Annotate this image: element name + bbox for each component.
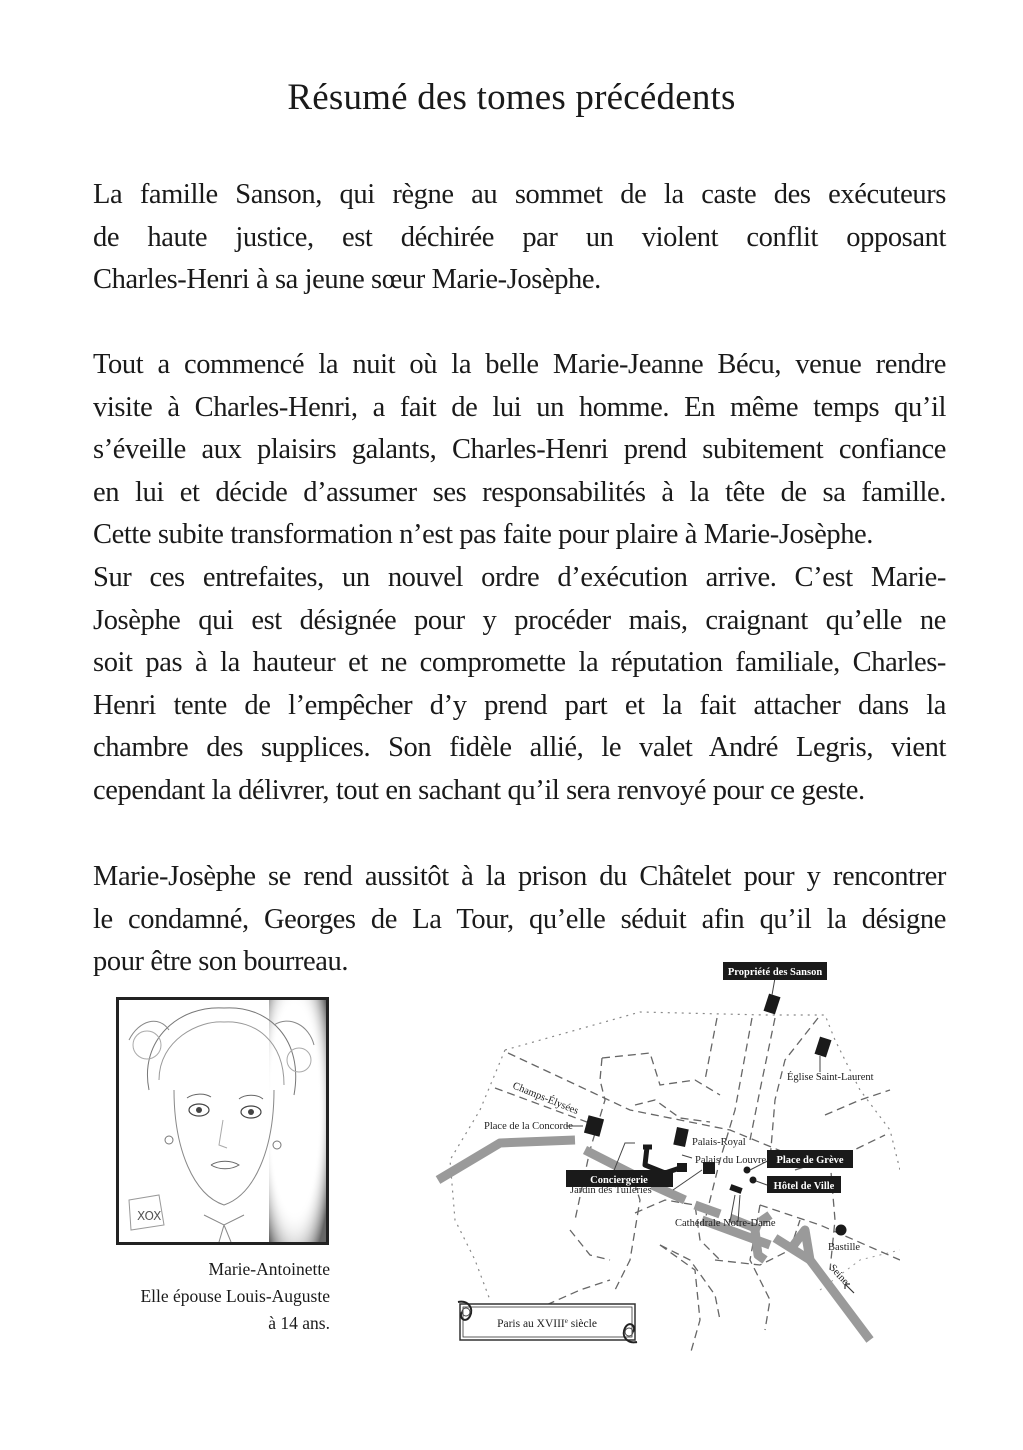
text-line: La famille Sanson, qui règne au sommet de la caste des exécuteurs	[93, 179, 946, 210]
text-line: de haute justice, est déchirée par un violent conflit opposant	[93, 221, 946, 253]
caption-line: Marie-Antoinette	[208, 1259, 330, 1279]
caption-line: Elle épouse Louis-Auguste	[140, 1286, 330, 1306]
label-seine: Seine	[826, 1262, 851, 1288]
portrait-illustration	[116, 997, 329, 1245]
portrait-caption	[100, 1256, 330, 1337]
marie-antoinette-drawing	[119, 1000, 326, 1242]
text-line: pour être son bourreau.	[93, 946, 349, 978]
sanson-property-marker	[764, 994, 781, 1015]
text-line: en lui et décide d’assumer ses responsabilités à la tête de sa famille.	[93, 476, 946, 508]
place-de-greve-marker	[744, 1167, 751, 1174]
street	[660, 1245, 700, 1355]
page-title: Résumé des tomes précédents	[287, 77, 736, 118]
svg-text:XOX: XOX	[137, 1209, 162, 1223]
paragraph-2	[93, 344, 946, 813]
svg-text:Propriété des Sanson: Propriété des Sanson	[727, 967, 823, 978]
street	[705, 1018, 752, 1220]
street	[770, 1018, 818, 1160]
svg-text:Place de Grève: Place de Grève	[776, 1155, 844, 1166]
caption-line: à 14 ans.	[268, 1313, 330, 1333]
text-line: cependant la délivrer, tout en sachant qu’il sera renvoyé pour ce geste.	[93, 774, 865, 806]
text-line: Marie-Josèphe se rend aussitôt à la prison du Châtelet pour y rencontrer	[93, 861, 946, 892]
map-canvas	[430, 960, 900, 1360]
label-champs-elysees: Champs-Élysées	[510, 1080, 580, 1118]
label-hotel-de-ville	[767, 1176, 841, 1193]
label-tuileries: Jardin des Tuileries	[570, 1185, 652, 1196]
svg-text:Hôtel de Ville: Hôtel de Ville	[773, 1181, 835, 1192]
paris-map	[430, 960, 900, 1360]
street	[570, 1230, 610, 1260]
bastille-marker	[836, 1225, 847, 1236]
seine-river	[652, 1185, 685, 1200]
text-line: le condamné, Georges de La Tour, qu’elle séduit afin qu’il la désigne	[93, 903, 946, 935]
text-line: Tout a commencé la nuit où la belle Marie-Jeanne Bécu, venue rendre	[93, 349, 946, 380]
text-line: Josèphe qui est désignée pour y procéder mais, craignant qu’elle ne	[93, 604, 946, 636]
label-louvre: Palais du Louvre	[695, 1155, 767, 1166]
louvre-marker	[643, 1147, 680, 1173]
text-line: chambre des supplices. Son fidèle allié, le valet André Legris, vient	[93, 732, 946, 764]
hotel-de-ville-marker	[750, 1177, 757, 1184]
palais-royal-marker	[673, 1127, 688, 1147]
text-line: Charles-Henri à sa jeune sœur Marie-Josèphe.	[93, 264, 601, 296]
street	[508, 1053, 815, 1165]
label-notre-dame: Cathédrale Notre-Dame	[675, 1218, 776, 1229]
label-sanson-property	[723, 962, 827, 980]
label-saint-laurent: Église Saint-Laurent	[787, 1072, 874, 1083]
street	[750, 1018, 775, 1140]
paragraph-1	[93, 174, 946, 302]
street	[602, 1053, 720, 1095]
label-place-de-greve	[767, 1150, 853, 1168]
seine-river	[695, 1205, 720, 1214]
label-palais-royal: Palais-Royal	[692, 1137, 746, 1148]
street	[705, 1018, 717, 1080]
svg-text:Conciergerie: Conciergerie	[590, 1175, 648, 1186]
river-flow-arrow	[845, 1284, 854, 1293]
text-line: soit pas à la hauteur et ne compromette la réputation familiale, Charles-	[93, 647, 946, 679]
notre-dame-marker	[729, 1184, 742, 1194]
street	[635, 1100, 710, 1122]
label-bastille: Bastille	[828, 1242, 861, 1253]
map-title-cartouche	[458, 1302, 637, 1343]
concorde-marker	[584, 1115, 604, 1137]
street	[660, 1245, 720, 1320]
text-line: Henri tente de l’empêcher d’y prend part et la fait attacher dans la	[93, 689, 946, 721]
cartouche-title: Paris au XVIIIe siècle	[497, 1317, 597, 1330]
text-line: Cette subite transformation n’est pas faite pour plaire à Marie-Josèphe.	[93, 519, 874, 551]
text-line: s’éveille aux plaisirs galants, Charles-Henri prend subitement confiance	[93, 434, 946, 466]
street	[825, 1090, 890, 1115]
saint-laurent-marker	[815, 1037, 832, 1058]
text-line: visite à Charles-Henri, a fait de lui un homme. En même temps qu’il	[93, 391, 946, 423]
label-concorde: Place de la Concorde	[484, 1121, 573, 1132]
text-line: Sur ces entrefaites, un nouvel ordre d’exécution arrive. C’est Marie-	[93, 561, 946, 593]
